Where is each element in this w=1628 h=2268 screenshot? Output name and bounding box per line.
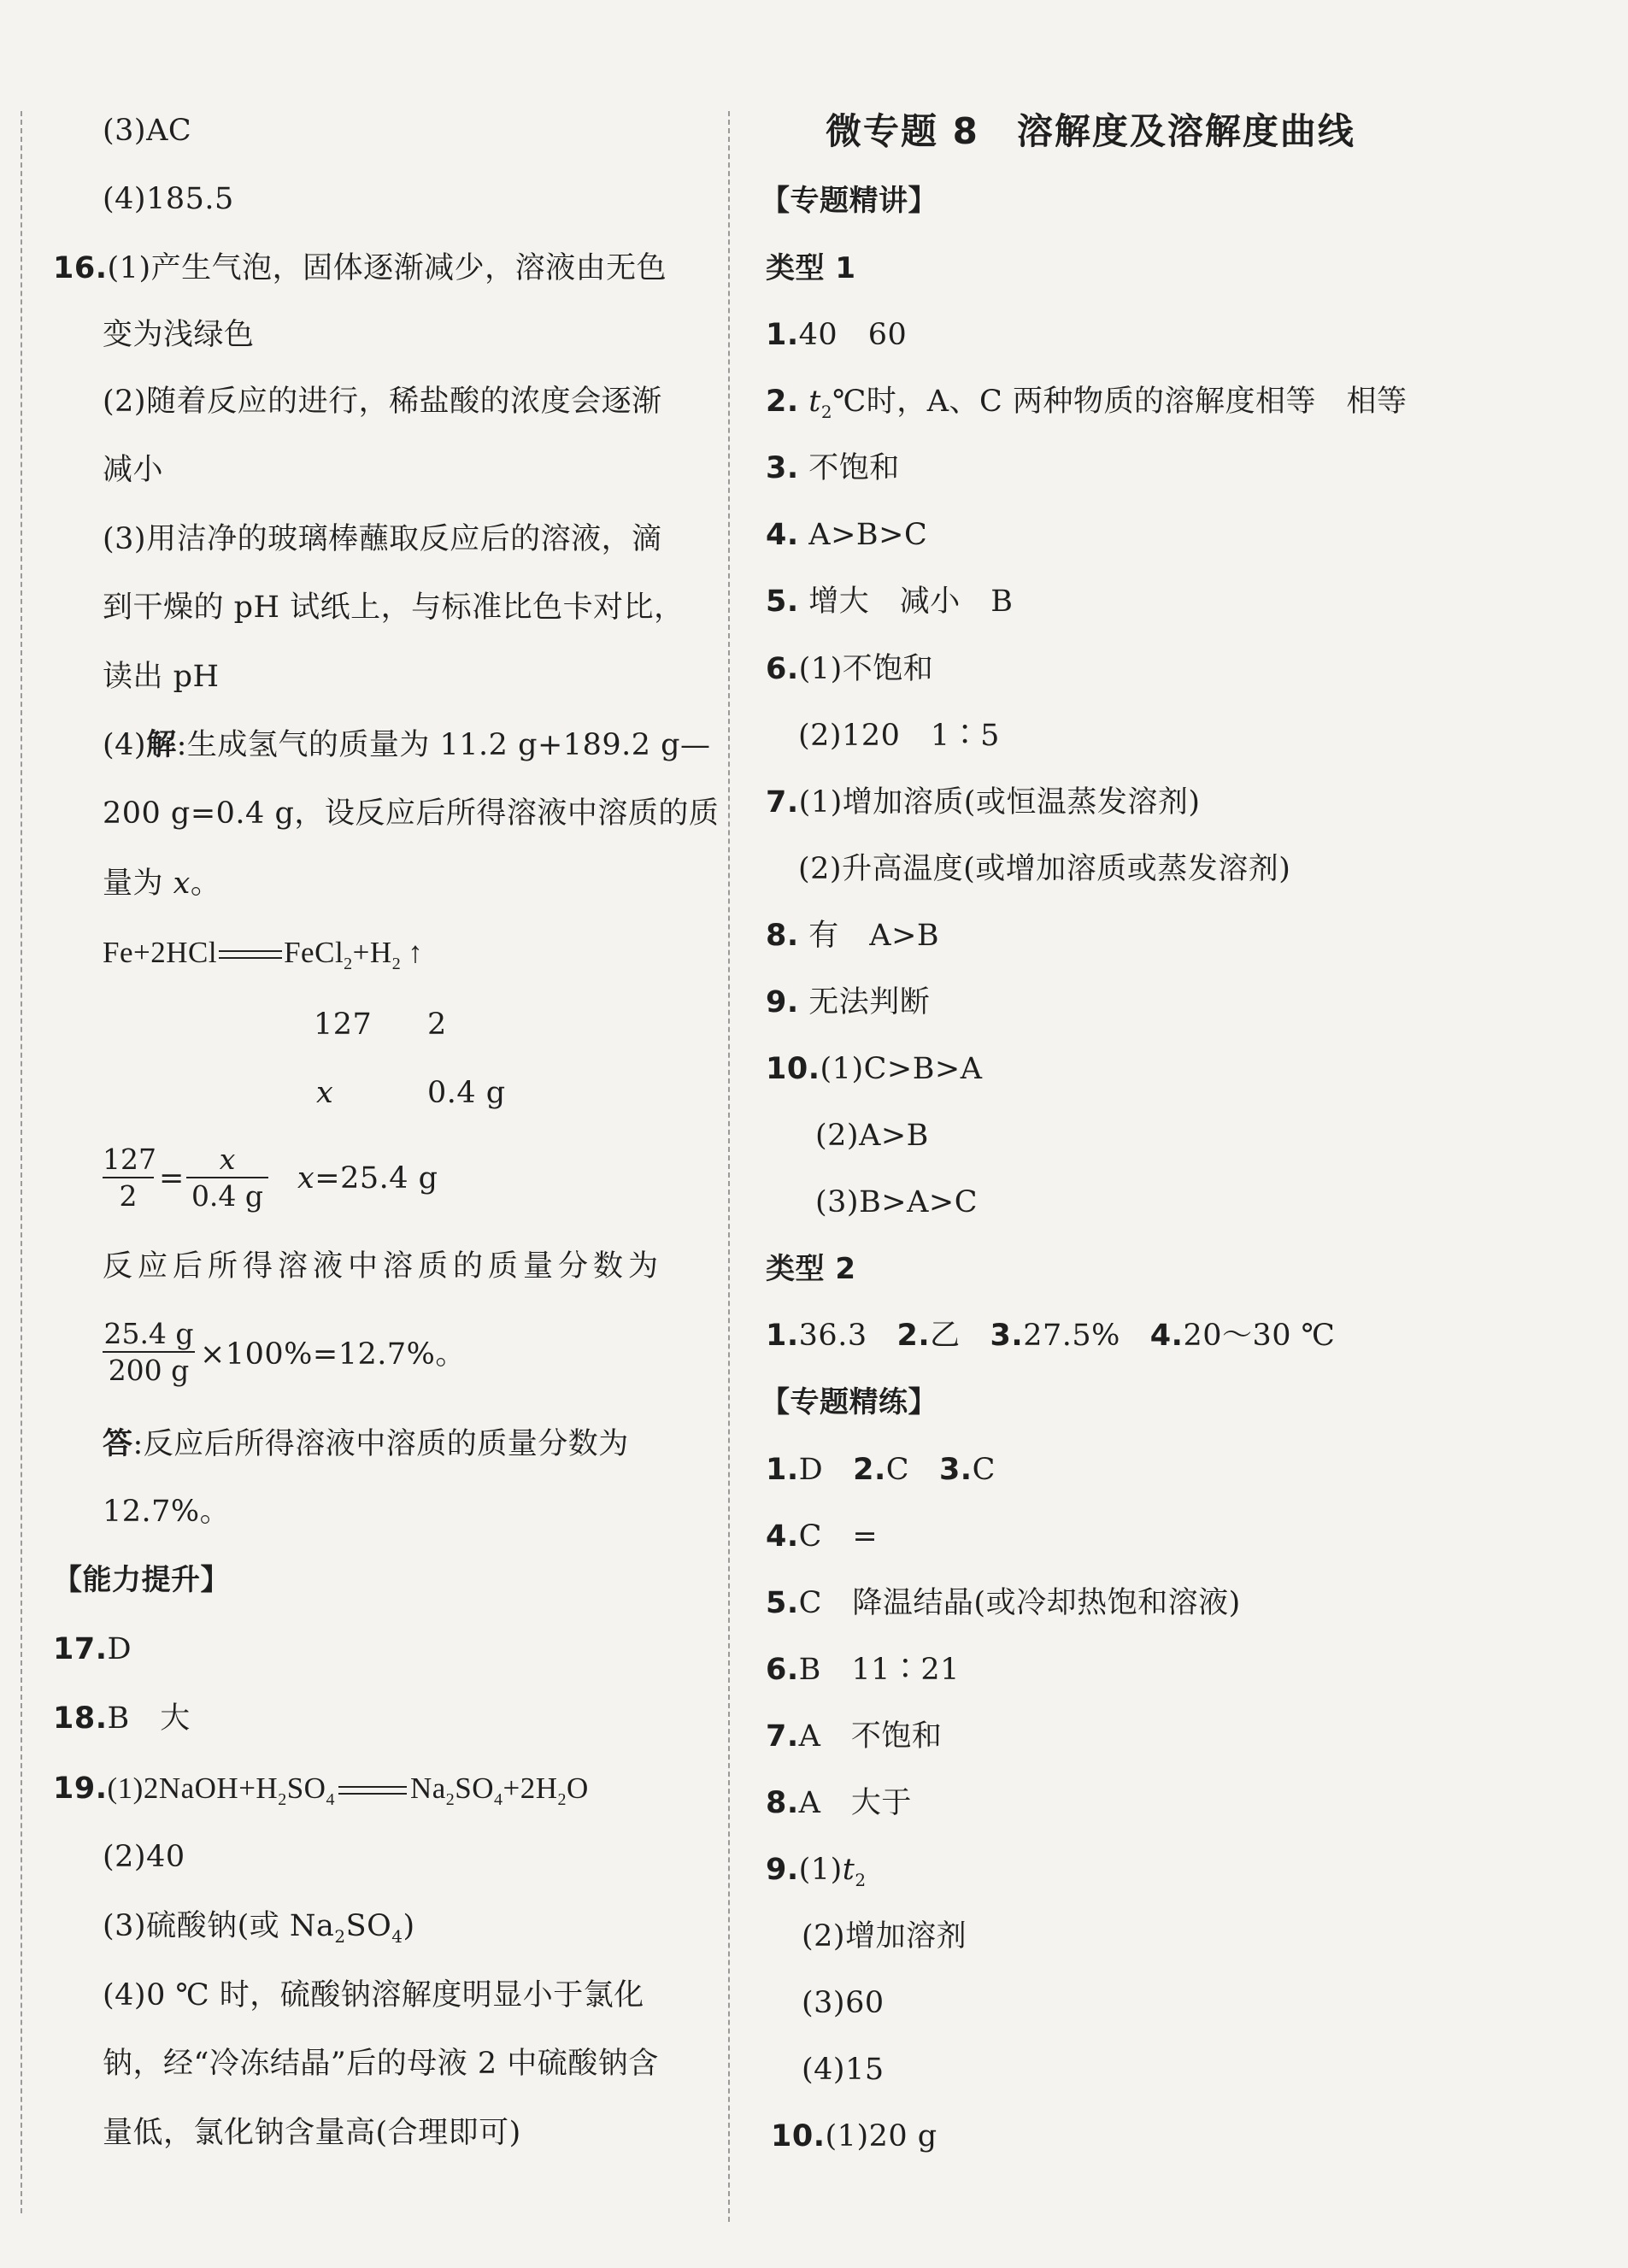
question-16 — [53, 251, 667, 285]
answer-text: D — [798, 1453, 824, 1487]
question-number: 8. — [766, 1786, 799, 1820]
answer-2 — [766, 387, 1407, 420]
question-number: 6. — [766, 652, 799, 686]
practice-4 — [766, 1519, 879, 1554]
subscript: 2 — [855, 1870, 867, 1890]
answer-text: (3)硫酸钠(或 Na — [103, 1909, 335, 1943]
equation-part: +2H — [503, 1772, 558, 1805]
column-divider — [728, 111, 730, 2222]
ratio-value: 2 — [427, 1008, 447, 1042]
answer-line: 读出 pH — [103, 660, 220, 694]
answer-text: 。 — [190, 867, 221, 901]
question-number: 3. — [938, 1453, 973, 1487]
solution-label: 解 — [146, 728, 177, 762]
variable-x: x — [173, 867, 191, 901]
subscript: 2 — [344, 955, 353, 973]
answer-3 — [766, 451, 900, 485]
equation-part: SO — [455, 1772, 495, 1805]
answer-line — [103, 1909, 415, 1947]
subscript: 2 — [820, 402, 833, 422]
practice-5 — [766, 1586, 1241, 1620]
answer-text: (1) — [798, 1853, 843, 1887]
subscript: 2 — [391, 955, 402, 973]
answer-text: A 大于 — [798, 1786, 912, 1820]
question-number: 7. — [766, 1719, 799, 1754]
answer-1 — [766, 320, 907, 350]
question-number: 16. — [53, 251, 108, 285]
answer-text: 有 A>B — [808, 919, 940, 953]
question-number: 5. — [766, 1586, 799, 1620]
result: ×100%=12.7%。 — [200, 1337, 466, 1372]
answer-text: D — [107, 1632, 132, 1666]
variable-t: t — [842, 1853, 855, 1887]
answer-text: :生成氢气的质量为 11.2 g+189.2 g— — [176, 728, 711, 762]
practice-9 — [766, 1855, 867, 1889]
equals: = — [159, 1161, 185, 1196]
denominator: 0.4 g — [191, 1179, 264, 1213]
answer-text: A 不饱和 — [798, 1719, 943, 1754]
denominator: 200 g — [108, 1354, 190, 1387]
answer-text: C 降温结晶(或冷却热饱和溶液) — [798, 1586, 1241, 1620]
equals-sign — [338, 1786, 407, 1795]
left-margin-rule — [21, 111, 22, 2213]
section-heading-practice: 【专题精练】 — [761, 1385, 937, 1419]
answer-text: 40 60 — [798, 318, 908, 352]
subscript: 4 — [326, 1790, 335, 1809]
answer-line: (2)120 1∶5 — [798, 719, 1000, 753]
question-number: 1. — [766, 1453, 799, 1487]
subscript: 2 — [334, 1926, 346, 1947]
answer-line: (3)B>A>C — [815, 1185, 979, 1219]
equation-part: O — [567, 1772, 589, 1805]
practice-10 — [771, 2119, 937, 2153]
question-number: 1. — [766, 1319, 799, 1353]
question-number: 17. — [53, 1632, 108, 1666]
type2-answers — [766, 1321, 1335, 1351]
answer-line: 钠，经“冷冻结晶”后的母液 2 中硫酸钠含 — [103, 2047, 659, 2081]
question-number: 2. — [853, 1453, 886, 1487]
fraction — [103, 1317, 195, 1387]
equation-product: FeCl — [284, 936, 344, 969]
equals-sign — [219, 950, 282, 959]
practice-8 — [766, 1786, 912, 1820]
answer-line — [103, 869, 220, 899]
answer-line: (4)0 ℃ 时，硫酸钠溶解度明显小于氯化 — [103, 1978, 644, 2012]
question-number: 7. — [766, 785, 799, 820]
section-heading-ability: 【能力提升】 — [53, 1563, 230, 1597]
answer-line: 12.7%。 — [103, 1495, 231, 1529]
result — [297, 1161, 438, 1196]
answer-line: 反应后所得溶液中溶质的质量分数为 — [103, 1249, 664, 1284]
answer-text: (1)增加溶质(或恒温蒸发溶剂) — [798, 785, 1201, 820]
chemical-equation — [103, 937, 423, 972]
subscript: 2 — [445, 1790, 455, 1809]
type-heading: 类型 1 — [766, 251, 856, 285]
answer-text: 无法判断 — [808, 985, 931, 1019]
question-number: 10. — [771, 2119, 826, 2153]
answer-line: (3)AC — [103, 114, 192, 148]
answer-line: (2)A>B — [815, 1119, 929, 1153]
answer-text: (1)20 g — [825, 2119, 937, 2153]
fraction — [103, 1143, 156, 1213]
answer-line: (3)用洁净的玻璃棒蘸取反应后的溶液，滴 — [103, 522, 662, 556]
equation-part: (1)2NaOH+H — [107, 1772, 279, 1805]
answer-text: 不饱和 — [808, 451, 900, 485]
question-17 — [53, 1632, 132, 1666]
answer-text: A>B>C — [808, 518, 928, 552]
answer-text: 乙 — [930, 1319, 961, 1353]
practice-answers — [766, 1455, 996, 1485]
question-number: 3. — [990, 1319, 1024, 1353]
answer-line: (2)增加溶剂 — [802, 1919, 967, 1954]
answer-text: (1)不饱和 — [798, 652, 934, 686]
question-number: 2. — [896, 1319, 931, 1353]
answer-text: ℃时，A、C 两种物质的溶解度相等 相等 — [832, 385, 1408, 419]
subscript: 2 — [557, 1790, 567, 1809]
answer-text: B 11∶21 — [798, 1653, 960, 1687]
question-number: 3. — [766, 451, 799, 485]
subscript: 4 — [494, 1790, 503, 1809]
question-19 — [53, 1773, 589, 1808]
answer-line: 200 g=0.4 g，设反应后所得溶液中溶质的质 — [103, 796, 720, 831]
sub-label: (4) — [103, 728, 147, 762]
answer-label: 答 — [103, 1427, 133, 1461]
answer-6 — [766, 652, 934, 686]
answer-text: 20～30 ℃ — [1183, 1319, 1336, 1353]
answer-7 — [766, 785, 1201, 820]
answer-text: C = — [798, 1519, 879, 1554]
question-number: 9. — [766, 985, 799, 1019]
question-number: 4. — [766, 518, 799, 552]
question-number: 4. — [1149, 1319, 1184, 1353]
answer-line: (4)15 — [802, 2053, 885, 2087]
answer-4 — [766, 520, 927, 550]
answer-text: (1)产生气泡，固体逐渐减少，溶液由无色 — [107, 251, 667, 285]
answer-text: ) — [403, 1909, 415, 1943]
question-number: 1. — [766, 318, 799, 352]
subscript: 2 — [278, 1790, 287, 1809]
answer-line: (2)40 — [103, 1840, 185, 1874]
denominator: 2 — [119, 1179, 138, 1213]
answer-8 — [766, 921, 939, 951]
answer-line: (2)随着反应的进行，稀盐酸的浓度会逐渐 — [103, 385, 662, 419]
question-number: 9. — [766, 1853, 799, 1887]
answer-5 — [766, 587, 1014, 617]
question-number: 4. — [766, 1519, 799, 1554]
equation-reactants: Fe+2HCl — [103, 936, 218, 969]
answer-text: =25.4 g — [314, 1161, 438, 1196]
answer-text: 36.3 — [798, 1319, 867, 1353]
numerator: x — [219, 1143, 236, 1176]
variable-t: t — [808, 385, 821, 419]
equation-product: +H — [352, 936, 392, 969]
answer-line: (4)185.5 — [103, 182, 234, 216]
answer-text: C — [885, 1453, 910, 1487]
question-number: 10. — [766, 1052, 820, 1086]
ratio-value: 127 — [314, 1008, 373, 1042]
ratio-value: x — [316, 1076, 334, 1110]
section-heading-lecture: 【专题精讲】 — [761, 184, 937, 218]
question-number: 19. — [53, 1772, 108, 1806]
answer-text: C — [972, 1453, 996, 1487]
answer-text: 量为 — [103, 867, 173, 901]
ratio-value: 0.4 g — [427, 1076, 506, 1110]
answer-10 — [766, 1052, 983, 1086]
type-heading: 类型 2 — [766, 1252, 856, 1286]
question-number: 18. — [53, 1701, 108, 1736]
answer-text: (1)C>B>A — [820, 1052, 983, 1086]
answer-line: (3)60 — [802, 1986, 885, 2020]
numerator: 127 — [103, 1143, 156, 1176]
answer-line — [103, 728, 711, 762]
equation-part: SO — [286, 1772, 326, 1805]
gas-arrow-icon: ↑ — [408, 936, 424, 969]
answer-text: 增大 减小 B — [808, 585, 1014, 619]
equation-part: Na — [409, 1772, 446, 1805]
subscript: 4 — [391, 1926, 403, 1947]
answer-line: 量低，氯化钠含量高(合理即可) — [103, 2116, 521, 2150]
question-number: 2. — [766, 385, 799, 419]
practice-7 — [766, 1719, 943, 1754]
question-number: 6. — [766, 1653, 799, 1687]
page-title: 微专题 8 溶解度及溶解度曲线 — [826, 110, 1355, 152]
answer-line: 变为浅绿色 — [103, 318, 255, 352]
answer-9 — [766, 985, 931, 1019]
answer-line — [103, 1427, 629, 1461]
question-number: 8. — [766, 919, 799, 953]
variable-x: x — [297, 1161, 315, 1196]
answer-text: 27.5% — [1023, 1319, 1120, 1353]
question-number: 5. — [766, 585, 799, 619]
answer-line: 到干燥的 pH 试纸上，与标准比色卡对比， — [103, 591, 685, 625]
practice-6 — [766, 1655, 960, 1685]
answer-line: 减小 — [103, 453, 164, 487]
answer-text: SO — [345, 1909, 392, 1943]
answer-text: :反应后所得溶液中溶质的质量分数为 — [132, 1427, 629, 1461]
numerator: 25.4 g — [103, 1317, 194, 1350]
answer-line: (2)升高温度(或增加溶质或蒸发溶剂) — [798, 852, 1291, 886]
fraction — [186, 1143, 268, 1213]
answer-text: B 大 — [107, 1701, 191, 1736]
question-18 — [53, 1701, 191, 1736]
